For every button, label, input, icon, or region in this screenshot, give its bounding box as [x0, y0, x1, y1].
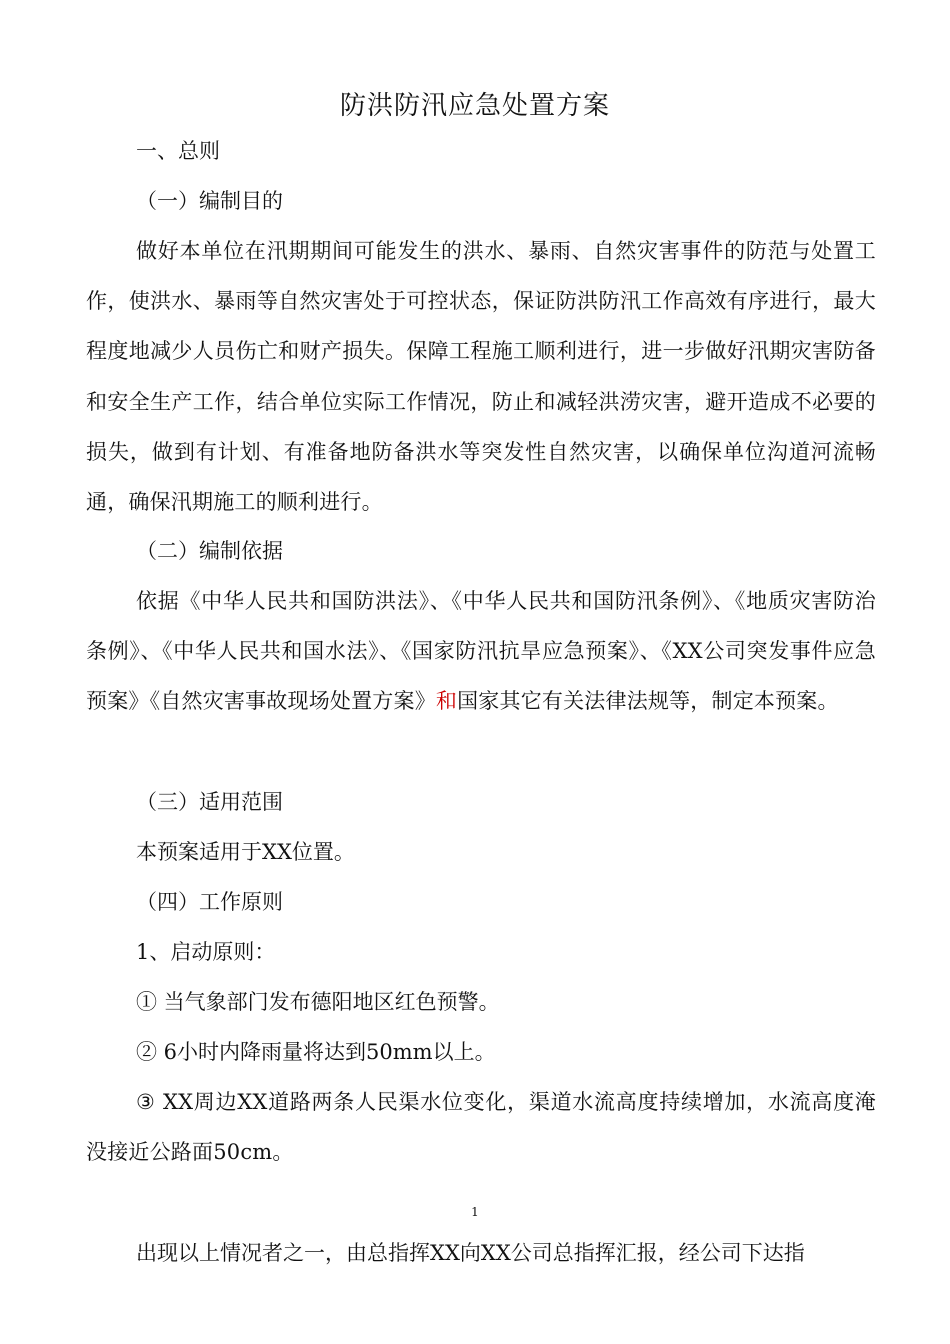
paragraph-scope: 本预案适用于XX位置。	[136, 840, 355, 864]
basis-text-a: 依据《中华人民共和国防洪法》、《中华人民共和国防汛条例》、《地质灾害防治条例》、《中华人民共和国水法》、《国家防汛抗旱应急预案》、《XX公司突发事件应急预案》《自然灾害事故现场处置方案》	[86, 589, 876, 714]
page-number: 1	[471, 1205, 479, 1219]
subheading-basis: （二）编制依据	[136, 539, 283, 563]
subheading-principles: （四）工作原则	[136, 890, 283, 914]
document-title: 防洪防汛应急处置方案	[339, 91, 610, 121]
list-item-condition-1: ① 当气象部门发布德阳地区红色预警。	[136, 990, 500, 1014]
list-item-start-principle: 1、启动原则：	[136, 940, 276, 964]
list-item-condition-3: ③ XX周边XX道路两条人民渠水位变化，渠道水流高度持续增加，水流高度淹没接近公路面50cm。	[86, 1090, 876, 1165]
section-heading-general: 一、总则	[136, 139, 220, 163]
subheading-purpose: （一）编制目的	[136, 189, 283, 213]
next-page-first-line: 出现以上情况者之一，由总指挥XX向XX公司总指挥汇报，经公司下达指	[136, 1241, 805, 1265]
list-item-condition-2: ② 6小时内降雨量将达到50mm以上。	[136, 1040, 496, 1064]
subheading-scope: （三）适用范围	[136, 790, 283, 814]
basis-text-b: 国家其它有关法律法规等，制定本预案。	[457, 689, 839, 714]
paragraph-basis	[86, 576, 876, 727]
basis-highlight-text: 和	[435, 689, 458, 714]
paragraph-purpose: 做好本单位在汛期期间可能发生的洪水、暴雨、自然灾害事件的防范与处置工作，使洪水、暴雨等自然灾害处于可控状态，保证防洪防汛工作高效有序进行，最大程度地减少人员伤亡和财产损失。保障工程施工顺利进行，进一步做好汛期灾害防备和安全生产工作，结合单位实际工作情况，防止和减轻洪涝灾害，避开造成不必要的损失，做到有计划、有准备地防备洪水等突发性自然灾害，以确保单位沟道河流畅通，确保汛期施工的顺利进行。	[86, 239, 876, 515]
